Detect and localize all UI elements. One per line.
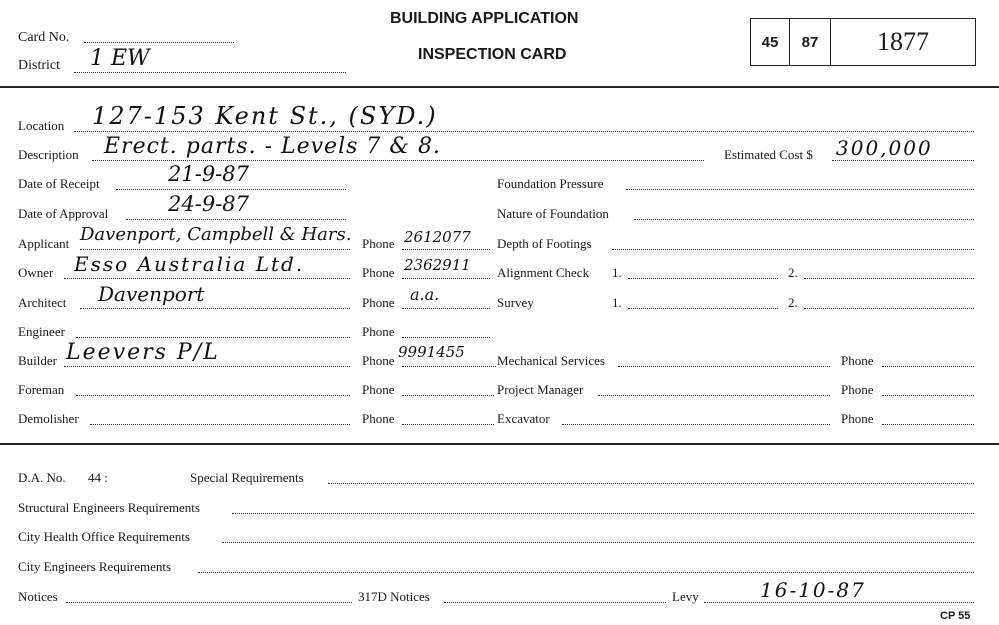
builder-phone-label: Phone	[362, 353, 395, 368]
engineer-phone-field[interactable]	[402, 337, 490, 338]
date-of-approval-label: Date of Approval	[18, 206, 109, 221]
project-manager-label: Project Manager	[497, 382, 584, 397]
city-engineers-label: City Engineers Requirements	[18, 559, 172, 574]
project-manager-field[interactable]	[598, 395, 830, 396]
structural-engineers-field[interactable]	[232, 513, 974, 514]
notices-field[interactable]	[66, 602, 352, 603]
alignment-check-field-1[interactable]	[628, 278, 778, 279]
foreman-phone-label: Phone	[362, 382, 395, 397]
levy-field[interactable]	[704, 602, 974, 603]
owner-field[interactable]	[64, 278, 350, 279]
notices-label: Notices	[18, 589, 58, 604]
notices-317d-label: 317D Notices	[358, 589, 430, 604]
city-health-field[interactable]	[222, 542, 974, 543]
structural-engineers-label: Structural Engineers Requirements	[18, 500, 200, 515]
alignment-check-1: 1.	[612, 265, 622, 280]
section-divider	[0, 443, 999, 445]
city-engineers-field[interactable]	[198, 572, 974, 573]
levy-label: Levy	[672, 589, 699, 604]
form-title-line1: BUILDING APPLICATION	[390, 10, 579, 27]
engineer-label: Engineer	[18, 324, 65, 339]
location-value: 127-153 Kent St., (SYD.)	[92, 102, 438, 130]
mechanical-services-field[interactable]	[618, 366, 830, 367]
description-field[interactable]	[92, 160, 704, 161]
architect-field[interactable]	[80, 308, 350, 309]
mechanical-services-phone-field[interactable]	[882, 366, 974, 367]
builder-phone-value: 9991455	[398, 343, 465, 361]
foundation-pressure-field[interactable]	[626, 189, 974, 190]
engineer-field[interactable]	[76, 337, 350, 338]
foundation-pressure-label: Foundation Pressure	[497, 176, 604, 191]
district-field[interactable]	[74, 72, 346, 73]
excavator-label: Excavator	[497, 411, 550, 426]
owner-phone-field[interactable]	[402, 278, 490, 279]
da-no-label: D.A. No.	[18, 470, 66, 485]
applicant-label: Applicant	[18, 236, 70, 251]
date-of-receipt-label: Date of Receipt	[18, 176, 100, 191]
applicant-phone-field[interactable]	[402, 249, 490, 250]
demolisher-field[interactable]	[90, 424, 350, 425]
nature-of-foundation-label: Nature of Foundation	[497, 206, 609, 221]
description-value: Erect. parts. - Levels 7 & 8.	[104, 134, 441, 159]
applicant-field[interactable]	[80, 249, 350, 250]
date-of-approval-value: 24-9-87	[168, 192, 249, 216]
location-field[interactable]	[74, 131, 974, 132]
architect-value: Davenport	[98, 282, 205, 306]
special-requirements-label: Special Requirements	[190, 470, 304, 485]
estimated-cost-field[interactable]	[832, 160, 974, 161]
card-code-box-2	[789, 18, 831, 66]
survey-field-1[interactable]	[628, 308, 778, 309]
card-number-box	[830, 18, 976, 66]
form-code: CP 55	[940, 610, 971, 622]
architect-label: Architect	[18, 295, 67, 310]
owner-phone-label: Phone	[362, 265, 395, 280]
mechanical-services-phone-label: Phone	[841, 353, 874, 368]
form-title-line2: INSPECTION CARD	[418, 46, 567, 63]
foreman-field[interactable]	[76, 395, 350, 396]
architect-phone-field[interactable]	[402, 308, 490, 309]
survey-label: Survey	[497, 295, 534, 310]
district-value: 1 EW	[90, 46, 150, 71]
location-label: Location	[18, 118, 65, 133]
description-label: Description	[18, 147, 79, 162]
engineer-phone-label: Phone	[362, 324, 395, 339]
owner-value: Esso Australia Ltd.	[74, 252, 305, 276]
excavator-field[interactable]	[562, 424, 830, 425]
alignment-check-field-2[interactable]	[804, 278, 974, 279]
alignment-check-2: 2.	[788, 265, 798, 280]
header-divider	[0, 86, 999, 88]
builder-label: Builder	[18, 353, 57, 368]
survey-1: 1.	[612, 295, 622, 310]
project-manager-phone-field[interactable]	[882, 395, 974, 396]
survey-2: 2.	[788, 295, 798, 310]
notices-317d-field[interactable]	[444, 602, 666, 603]
foreman-label: Foreman	[18, 382, 65, 397]
excavator-phone-field[interactable]	[882, 424, 974, 425]
demolisher-label: Demolisher	[18, 411, 79, 426]
builder-value: Leevers P/L	[66, 340, 220, 365]
estimated-cost-label: Estimated Cost $	[724, 147, 813, 162]
da-no-value: 44 :	[88, 470, 108, 485]
card-number: 1877	[877, 27, 929, 56]
owner-phone-value: 2362911	[404, 256, 471, 274]
builder-phone-field[interactable]	[402, 366, 496, 367]
district-label: District	[18, 58, 60, 73]
depth-of-footings-field[interactable]	[612, 249, 974, 250]
depth-of-footings-label: Depth of Footings	[497, 236, 592, 251]
date-of-receipt-value: 21-9-87	[168, 162, 249, 186]
foreman-phone-field[interactable]	[402, 395, 494, 396]
demolisher-phone-label: Phone	[362, 411, 395, 426]
owner-label: Owner	[18, 265, 54, 280]
architect-phone-value: a.a.	[410, 285, 440, 304]
city-health-label: City Health Office Requirements	[18, 529, 190, 544]
survey-field-2[interactable]	[804, 308, 974, 309]
special-requirements-field[interactable]	[328, 483, 974, 484]
alignment-check-label: Alignment Check	[497, 265, 590, 280]
applicant-value: Davenport, Campbell & Hars.	[80, 224, 352, 245]
date-of-receipt-field[interactable]	[116, 189, 346, 190]
excavator-phone-label: Phone	[841, 411, 874, 426]
card-no-field[interactable]	[84, 42, 234, 43]
mechanical-services-label: Mechanical Services	[497, 353, 605, 368]
card-code-1: 45	[761, 33, 779, 51]
card-no-label: Card No.	[18, 30, 70, 45]
date-of-approval-field[interactable]	[126, 219, 346, 220]
architect-phone-label: Phone	[362, 295, 395, 310]
project-manager-phone-label: Phone	[841, 382, 874, 397]
estimated-cost-value: 300,000	[836, 136, 933, 160]
applicant-phone-label: Phone	[362, 236, 395, 251]
card-code-box-1	[750, 18, 790, 66]
card-code-2: 87	[801, 33, 819, 51]
applicant-phone-value: 2612077	[404, 228, 471, 246]
levy-value: 16-10-87	[760, 578, 866, 602]
builder-field[interactable]	[64, 366, 350, 367]
demolisher-phone-field[interactable]	[402, 424, 494, 425]
nature-of-foundation-field[interactable]	[634, 219, 974, 220]
